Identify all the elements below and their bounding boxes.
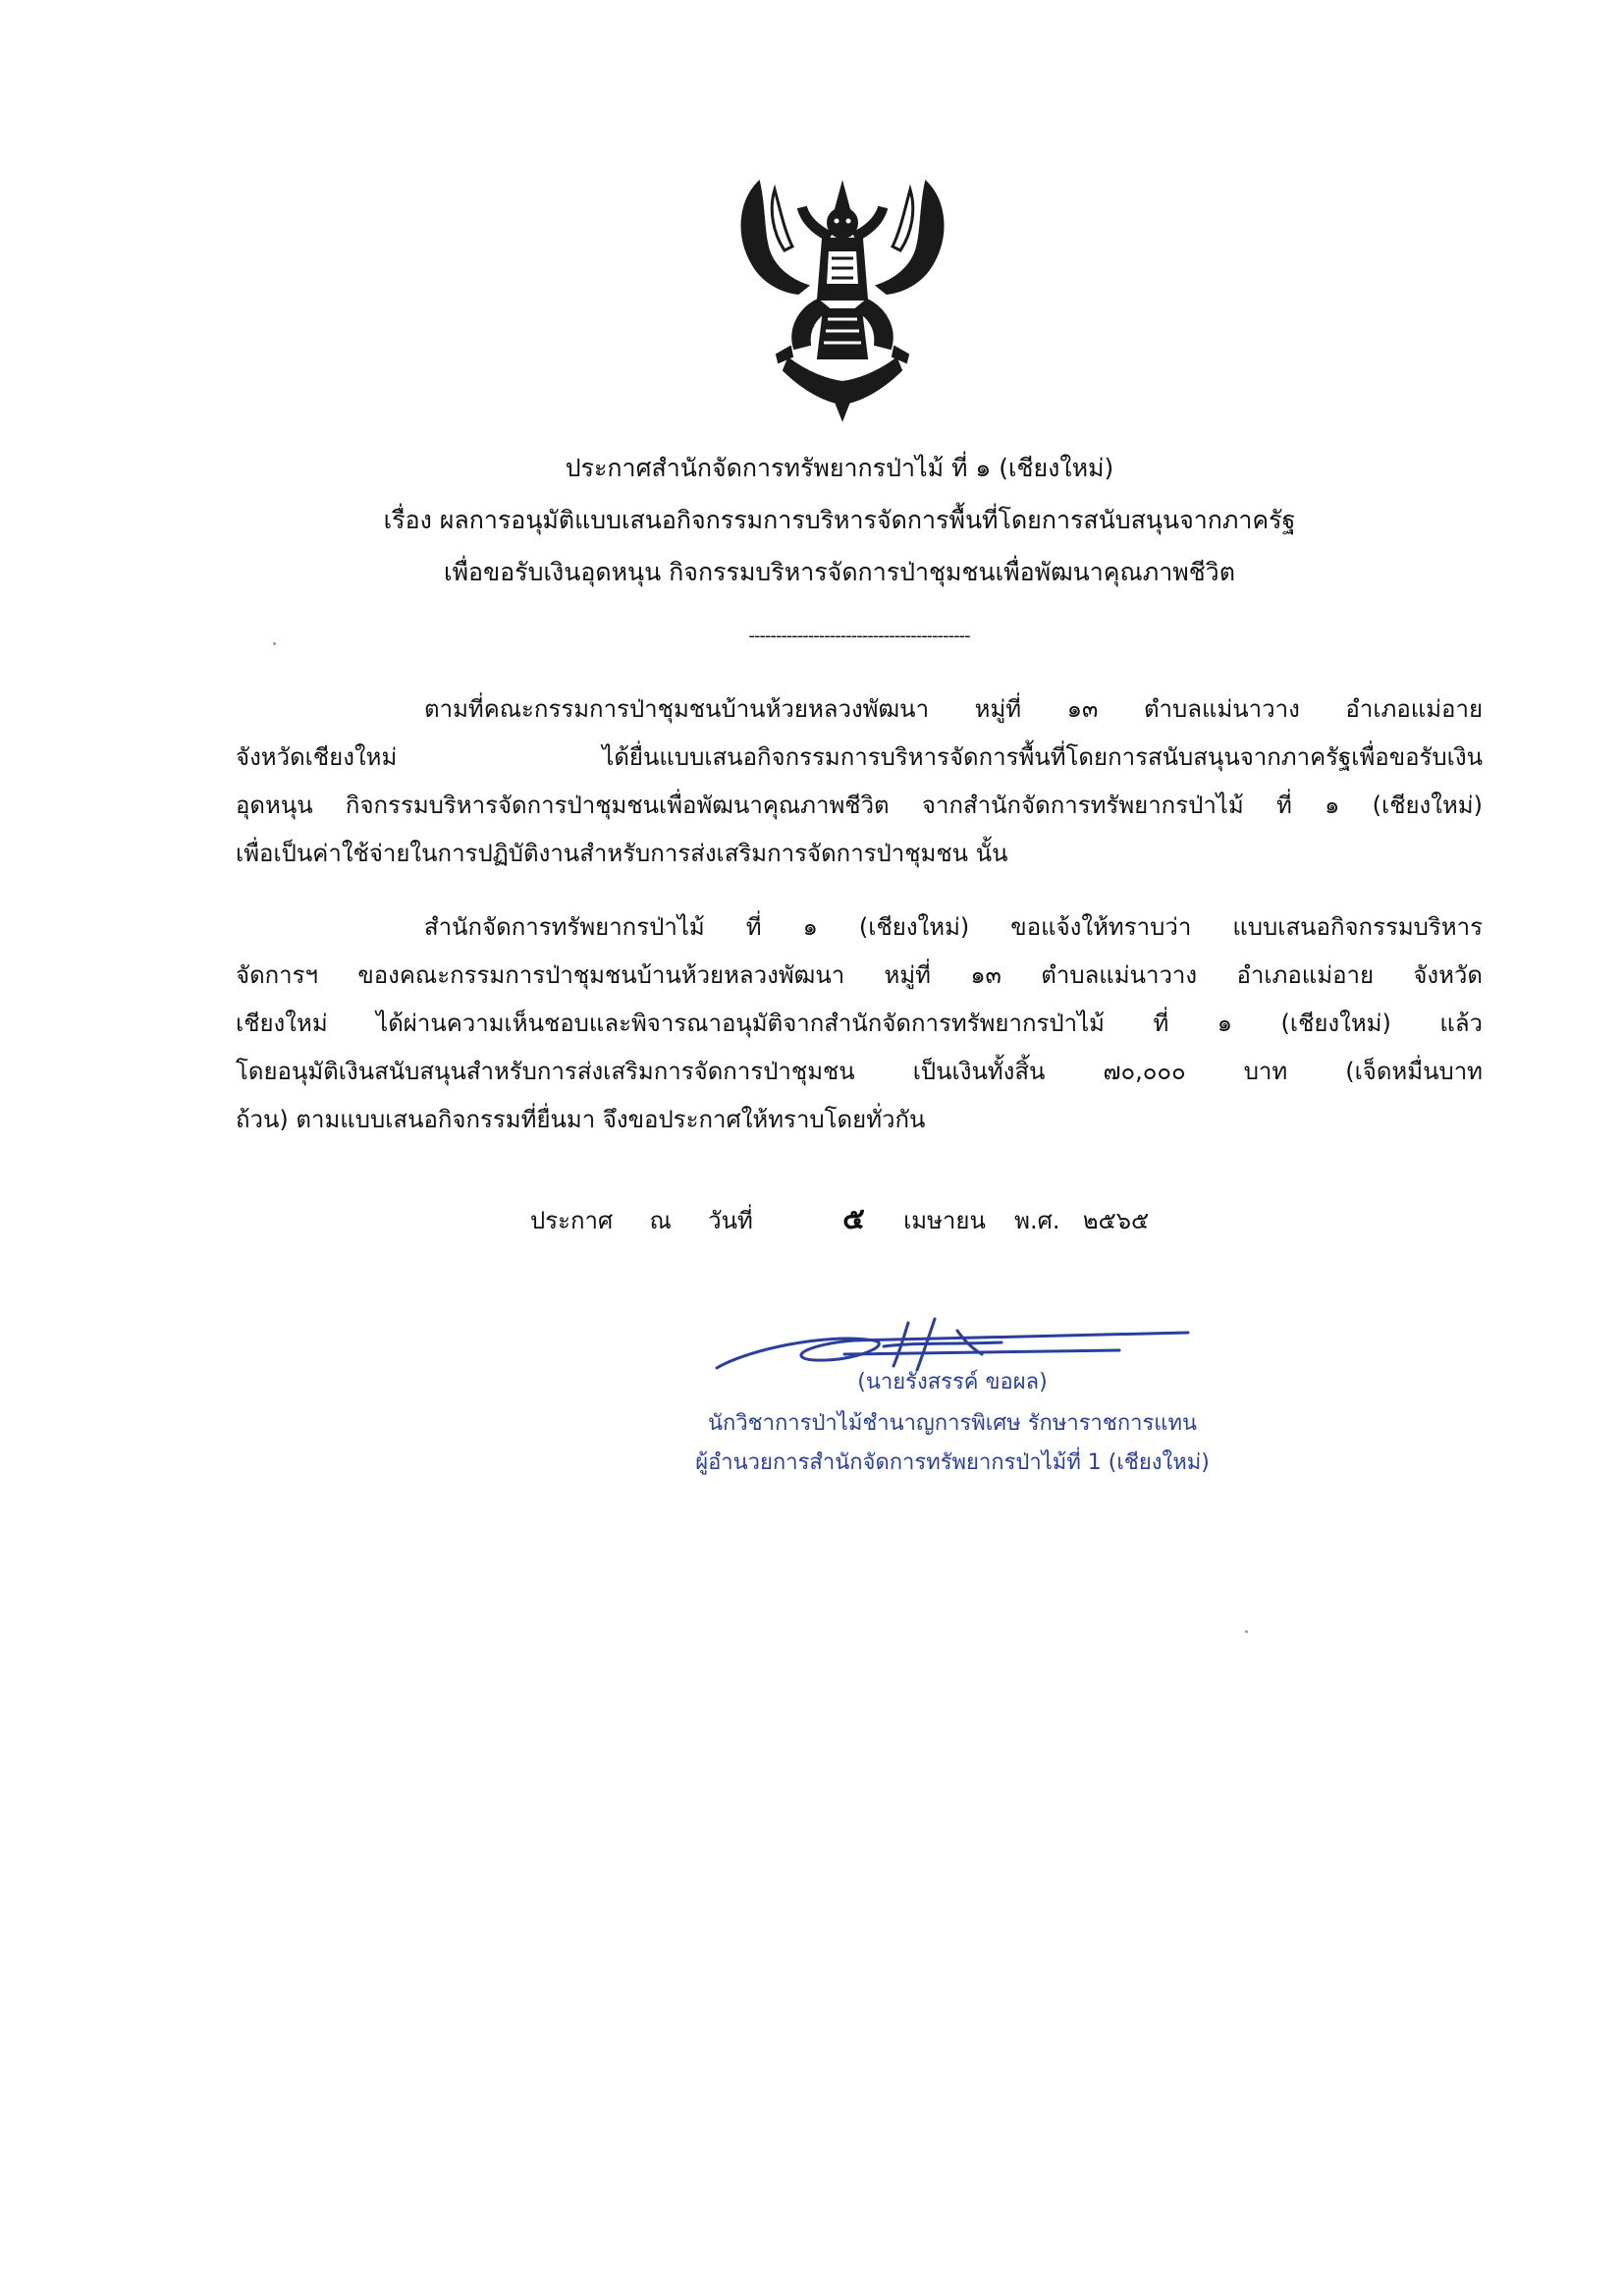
garuda-emblem-icon <box>730 162 955 422</box>
paragraph-line: ถ้วน) ตามแบบเสนอกิจกรรมที่ยื่นมา จึงขอประกาศให้ทราบโดยทั่วกัน <box>236 1106 926 1133</box>
paragraph-line: จัดการฯ ของคณะกรรมการป่าชุมชนบ้านห้วยหลวงพัฒนา หมู่ที่ ๑๓ ตำบลแม่นาวาง อำเภอแม่อาย จังหวัด <box>236 961 1483 989</box>
scan-speck <box>1245 1630 1248 1633</box>
title-divider: ----------------------------------------- <box>748 626 970 646</box>
date-month: เมษายน <box>903 1207 986 1234</box>
date-year-prefix: พ.ศ. <box>1014 1207 1060 1234</box>
paragraph-line: โดยอนุมัติเงินสนับสนุนสำหรับการส่งเสริมการจัดการป่าชุมชน เป็นเงินทั้งสิ้น ๗๐,๐๐๐ บาท (เจ็ดหมื่นบาท <box>236 1058 1483 1085</box>
signer-position-cont: ผู้อำนวยการสำนักจัดการทรัพยากรป่าไม้ที่ 1 (เชียงใหม่) <box>695 1450 1210 1475</box>
paragraph-line: จังหวัดเชียงใหม่ ได้ยื่นแบบเสนอกิจกรรมการบริหารจัดการพื้นที่โดยการสนับสนุนจากภาครัฐเพื่อขอรับเงิน <box>236 743 1483 771</box>
paragraph-line: อุดหนุน กิจกรรมบริหารจัดการป่าชุมชนเพื่อพัฒนาคุณภาพชีวิต จากสำนักจัดการทรัพยากรป่าไม้ ที่ ๑ (เชียงใหม่) <box>236 792 1483 819</box>
date-year: ๒๕๖๕ <box>1082 1207 1150 1234</box>
paragraph-line: เพื่อเป็นค่าใช้จ่ายในการปฏิบัติงานสำหรับการส่งเสริมการจัดการป่าชุมชน นั้น <box>236 840 1008 867</box>
date-day-label: วันที่ <box>708 1207 753 1234</box>
scan-speck <box>273 642 276 645</box>
signer-position: นักวิชาการป่าไม้ชำนาญการพิเศษ รักษาราชการแทน <box>707 1411 1198 1436</box>
body-paragraph-2 <box>236 903 1483 1144</box>
signer-name: (นายรังสรรค์ ขอผล) <box>857 1370 1048 1394</box>
paragraph-line: เชียงใหม่ ได้ผ่านความเห็นชอบและพิจารณาอนุมัติจากสำนักจัดการทรัพยากรป่าไม้ ที่ ๑ (เชียงใหม่) แล้ว <box>236 1010 1483 1037</box>
date-announce-label: ประกาศ <box>530 1207 614 1234</box>
date-at-label: ณ <box>649 1207 672 1234</box>
date-day-value: ๕ <box>842 1202 865 1236</box>
body-paragraph-1 <box>236 685 1483 878</box>
paragraph-line: ตามที่คณะกรรมการป่าชุมชนบ้านห้วยหลวงพัฒนา หมู่ที่ ๑๓ ตำบลแม่นาวาง อำเภอแม่อาย <box>424 695 1483 723</box>
announcement-subject-cont: เพื่อขอรับเงินอุดหนุน กิจกรรมบริหารจัดการป่าชุมชนเพื่อพัฒนาคุณภาพชีวิต <box>444 558 1235 586</box>
announcement-subject: เรื่อง ผลการอนุมัติแบบเสนอกิจกรรมการบริหารจัดการพื้นที่โดยการสนับสนุนจากภาครัฐ <box>383 506 1296 534</box>
announcement-title: ประกาศสำนักจัดการทรัพยากรป่าไม้ ที่ ๑ (เชียงใหม่) <box>565 454 1114 482</box>
paragraph-line: สำนักจัดการทรัพยากรป่าไม้ ที่ ๑ (เชียงใหม่) ขอแจ้งให้ทราบว่า แบบเสนอกิจกรรมบริหาร <box>424 913 1483 941</box>
announcement-date <box>530 1198 1149 1242</box>
